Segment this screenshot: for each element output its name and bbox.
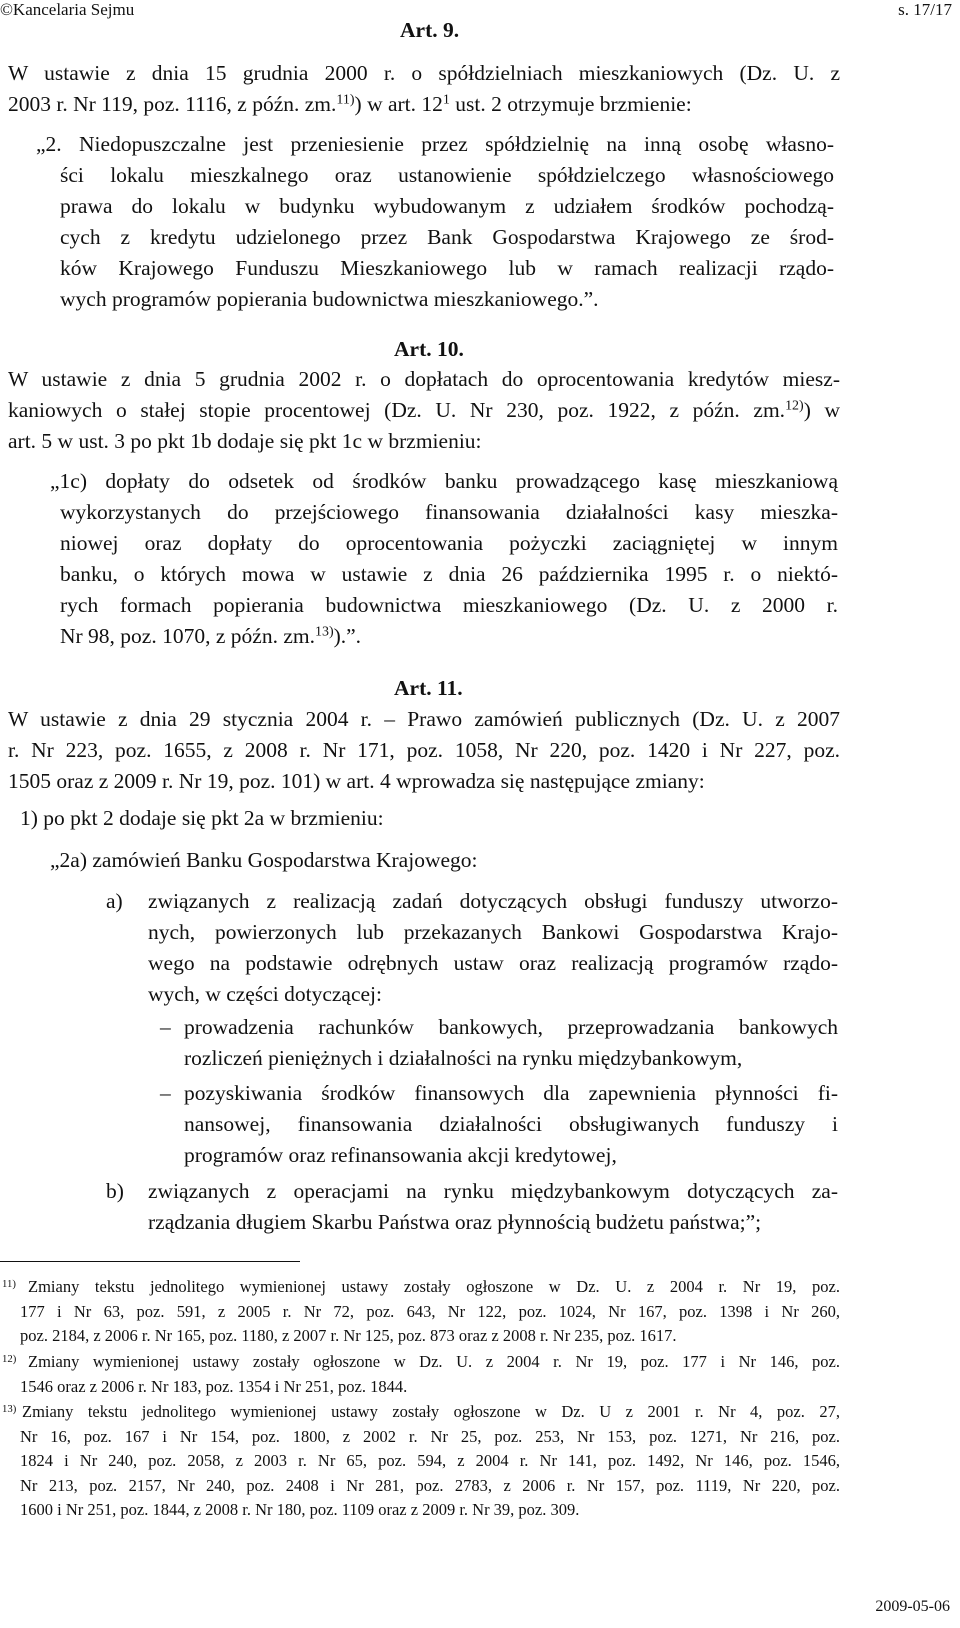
quote-line: ków Krajowego Funduszu Mieszkaniowego lub w ramach realizacji rządo- [60, 256, 834, 280]
footnote-line: Zmiany wymienionej ustawy zostały ogłoszone w Dz. U. z 2004 r. Nr 19, poz. 177 i Nr 146, poz. [28, 1352, 840, 1371]
art-9-title: Art. 9. [400, 18, 460, 42]
header-source: ©Kancelaria Sejmu [0, 0, 135, 19]
art-10-intro-line: W ustawie z dnia 5 grudnia 2002 r. o dopłatach do oprocentowania kredytów miesz- [8, 367, 840, 391]
footnote-line: poz. 2184, z 2006 r. Nr 165, poz. 1180, z 2007 r. Nr 125, poz. 873 oraz z 2008 r. Nr 235, poz. 1617. [20, 1326, 677, 1345]
quote-line: wych programów popierania budownictwa mieszkaniowego.”. [60, 287, 599, 311]
footnote-ref-13: 13) [314, 624, 334, 640]
footnote-11: 11) Zmiany tekstu jednolitego wymienionej ustawy zostały ogłoszone w Dz. U. z 2004 r. Nr 19, poz. 177 i Nr 63, poz. 591, z 2005 r. Nr 72, poz. 643, Nr 122, poz. 1024, Nr 167, poz. 1398 i Nr 260, poz. 2184, z 2006 r. Nr 165, poz. 1180, z 2007 r. Nr 125, poz. 873 oraz z 2008 r. Nr 235, poz. 1617. [0, 1275, 840, 1349]
footnote-line: Zmiany tekstu jednolitego wymienionej ustawy zostały ogłoszone w Dz. U z 2001 r. Nr 4, poz. 27, [22, 1402, 840, 1421]
art-11-intro-line: 1505 oraz z 2009 r. Nr 19, poz. 101) w art. 4 wprowadza się następujące zmiany: [8, 769, 705, 793]
quote-line: Nr 98, poz. 1070, z późn. zm.$^{13)}$).”. [60, 624, 362, 648]
art-11-intro-line: W ustawie z dnia 29 stycznia 2004 r. – Prawo zamówień publicznych (Dz. U. z 2007 [8, 707, 840, 731]
dash-item-line: prowadzenia rachunków bankowych, przeprowadzania bankowych [184, 1015, 838, 1039]
footnote-ref-11: 11) [336, 92, 355, 108]
dash-item-1 [184, 1012, 838, 1074]
art-11-intro-line: r. Nr 223, poz. 1655, z 2008 r. Nr 171, poz. 1058, Nr 220, poz. 1420 i Nr 227, poz. [8, 738, 840, 762]
art-10-title: Art. 10. [394, 337, 464, 361]
item-a-text [148, 886, 838, 1010]
footnote-line: 1546 oraz z 2006 r. Nr 183, poz. 1354 i Nr 251, poz. 1844. [20, 1376, 408, 1396]
quote-line: prawa do lokalu w budynku wybudowanym z udziałem środków pochodzą- [60, 194, 834, 218]
footnote-line: Nr 16, poz. 167 i Nr 154, poz. 1800, z 2002 r. Nr 25, poz. 253, Nr 153, poz. 1271, Nr 216, poz. [20, 1426, 840, 1446]
art-10-intro-line: art. 5 w ust. 3 po pkt 1b dodaje się pkt 1c w brzmieniu: [8, 429, 482, 453]
footnote-line: Zmiany tekstu jednolitego wymienionej ustawy zostały ogłoszone w Dz. U. z 2004 r. Nr 19, poz. [28, 1277, 840, 1296]
item-a-line: związanych z realizacją zadań dotyczących obsługi funduszy utworzo- [148, 889, 838, 913]
art-9-quote [36, 129, 834, 315]
dash-item-line: rozliczeń pieniężnych i działalności na rynku międzybankowym, [184, 1046, 743, 1070]
art-10-intro-line: kaniowych o stałej stopie procentowej (Dz. U. Nr 230, poz. 1922, z późn. zm.$^{12)}$) w [8, 398, 840, 422]
dash-marker: – [160, 1081, 171, 1105]
item-b-line: związanych z operacjami na rynku międzybankowym dotyczących za- [148, 1179, 838, 1203]
quote-line: „1c) dopłaty do odsetek od środków banku prowadzącego kasę mieszkaniową [50, 469, 838, 493]
footnote-line: 177 i Nr 63, poz. 591, z 2005 r. Nr 72, poz. 643, Nr 122, poz. 1024, Nr 167, poz. 1398 i Nr 260, [20, 1301, 840, 1321]
art-11-title: Art. 11. [394, 676, 463, 700]
item-a-line: wego na podstawie odrębnych ustaw oraz realizacją programów rządo- [148, 951, 838, 975]
item-a-line: wych, w części dotyczącej: [148, 982, 382, 1006]
page-number: s. 17/17 [898, 0, 952, 19]
footnote-line: 1824 i Nr 240, poz. 2058, z 2003 r. Nr 65, poz. 594, z 2004 r. Nr 141, poz. 1492, Nr 146, poz. 1546, [20, 1451, 840, 1470]
quote-line: rych formach popierania budownictwa mieszkaniowego (Dz. U. z 2000 r. [60, 593, 838, 617]
item-a-label: a) [106, 889, 123, 913]
dash-item-line: pozyskiwania środków finansowych dla zapewnienia płynności fi- [184, 1081, 838, 1105]
art-11-point-1: 1) po pkt 2 dodaje się pkt 2a w brzmieniu: [20, 806, 384, 830]
footnote-12: 12) Zmiany wymienionej ustawy zostały ogłoszone w Dz. U. z 2004 r. Nr 19, poz. 177 i Nr 146, poz. 1546 oraz z 2006 r. Nr 183, poz. 1354 i Nr 251, poz. 1844. [0, 1350, 840, 1399]
art-10-quote [50, 466, 838, 652]
footnote-line: 1600 i Nr 251, poz. 1844, z 2008 r. Nr 180, poz. 1109 oraz z 2009 r. Nr 39, poz. 309. [20, 1500, 580, 1519]
art-9-intro-line: W ustawie z dnia 15 grudnia 2000 r. o spółdzielniach mieszkaniowych (Dz. U. z [8, 61, 840, 85]
dash-item-line: programów oraz refinansowania akcji kredytowej, [184, 1143, 617, 1167]
footnote-13: 13) Zmiany tekstu jednolitego wymienionej ustawy zostały ogłoszone w Dz. U z 2001 r. Nr 4, poz. 27, Nr 16, poz. 167 i Nr 154, poz. 1800, z 2002 r. Nr 25, poz. 253, Nr 153, poz. 1271, Nr 216, poz. 1824 i Nr 240, poz. 2058, z 2003 r. Nr 65, poz. 594, z 2004 r. Nr 141, poz. 1492, Nr 146, poz. 1546, Nr 213, poz. 2157, Nr 240, poz. 2408 i Nr 281, poz. 2783, z 2006 r. Nr 157, poz. 1119, Nr 220, poz. 1600 i Nr 251, poz. 1844, z 2008 r. Nr 180, poz. 1109 oraz z 2009 r. Nr 39, poz. 309. [0, 1400, 840, 1523]
art-11-intro [8, 704, 840, 797]
dash-marker: – [160, 1015, 171, 1039]
art-9-intro [8, 58, 840, 120]
dash-item-2 [184, 1078, 838, 1171]
item-b-line: rządzania długiem Skarbu Państwa oraz płynnością budżetu państwa;”; [148, 1210, 762, 1234]
item-b-text [148, 1176, 838, 1238]
document-date: 2009-05-06 [875, 1598, 950, 1615]
quote-line: banku, o których mowa w ustawie z dnia 26 października 1995 r. o niektó- [60, 562, 838, 586]
footnote-line: Nr 213, poz. 2157, Nr 240, poz. 2408 i Nr 281, poz. 2783, z 2006 r. Nr 157, poz. 1119, Nr 220, poz. [20, 1475, 840, 1495]
item-a-line: nych, powierzonych lub przekazanych Bankowi Gospodarstwa Krajo- [148, 920, 838, 944]
footnote-ref-12: 12) [785, 398, 804, 414]
art-10-intro [8, 364, 840, 457]
quote-line: ści lokalu mieszkalnego oraz ustanowienie spółdzielczego własnościowego [60, 163, 834, 187]
quote-line: niowej oraz dopłaty do oprocentowania pożyczki zaciągniętej w innym [60, 531, 838, 555]
quote-line: cych z kredytu udzielonego przez Bank Gospodarstwa Krajowego ze środ- [60, 225, 834, 249]
art-9-intro-line: 2003 r. Nr 119, poz. 1116, z późn. zm.$^{11)}$) w art. $12^1$ ust. 2 otrzymuje brzmienie: [8, 92, 692, 116]
quote-line: wykorzystanych do przejściowego finansowania działalności kasy mieszka- [60, 500, 838, 524]
dash-item-line: nansowej, finansowania działalności obsługiwanych funduszy i [184, 1112, 838, 1136]
footnote-separator [0, 1261, 300, 1262]
item-b-label: b) [106, 1179, 124, 1203]
art-11-point-2a: „2a) zamówień Banku Gospodarstwa Krajowego: [50, 848, 478, 872]
quote-line: „2. Niedopuszczalne jest przeniesienie przez spółdzielnię na inną osobę własno- [36, 132, 834, 156]
